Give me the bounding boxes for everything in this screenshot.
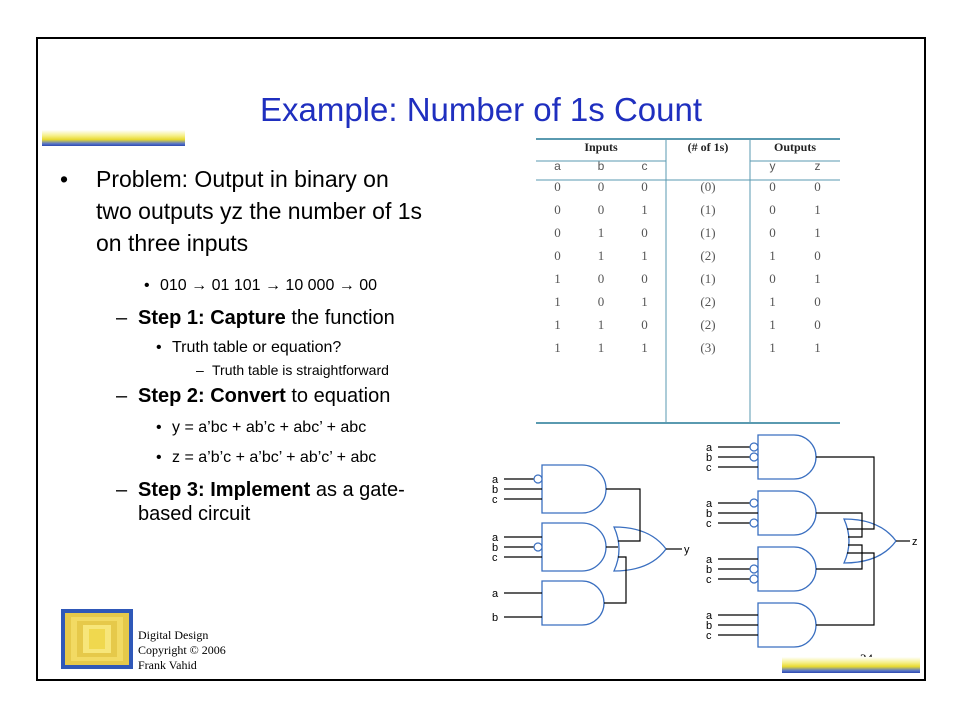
- header-inputs: Inputs: [584, 139, 618, 154]
- truth-table-cell: 1: [814, 270, 821, 286]
- truth-table-cell: 0: [597, 270, 605, 286]
- truth-table-cell: 0: [769, 270, 776, 286]
- y-in-c2: c: [492, 552, 498, 564]
- truth-table-cell: 1: [641, 201, 648, 217]
- eq-z-dot: •: [156, 449, 162, 466]
- truth-table-cell: 1: [641, 247, 648, 263]
- truth-table-cell: 0: [554, 178, 561, 194]
- col-a: a: [554, 159, 561, 173]
- book-logo: [61, 609, 133, 669]
- truth-table-cell: (1): [700, 270, 716, 286]
- step2-text: to equation: [285, 385, 391, 407]
- col-z: z: [814, 159, 821, 173]
- truth-table-cell: (2): [700, 293, 716, 309]
- col-c: c: [641, 159, 648, 173]
- truth-table-cell: (2): [700, 316, 716, 332]
- y-in-b3: b: [492, 612, 499, 624]
- bullet-marker: •: [60, 166, 69, 192]
- and-gate-z4: [758, 603, 816, 647]
- y-in-c1: c: [492, 494, 498, 506]
- truth-table-cell: 1: [554, 339, 561, 355]
- footer-credit: [138, 628, 226, 673]
- z-output-label: z: [912, 536, 918, 548]
- z-in-b1: b: [706, 452, 713, 464]
- examples-line: 010 → 01 101 → 10 000 → 00: [160, 277, 378, 294]
- step3-dash: –: [116, 479, 128, 501]
- header-outputs: Outputs: [773, 139, 817, 154]
- y-in-b2: b: [492, 542, 499, 554]
- z-in-a4: a: [706, 610, 713, 622]
- truth-table-cell: 1: [769, 316, 776, 332]
- truth-table-cell: 0: [554, 224, 561, 240]
- title-accent-bar: [42, 130, 185, 146]
- step1-text: the function: [285, 307, 395, 329]
- truth-table-cell: 1: [597, 247, 605, 263]
- and-gate-z3: [758, 547, 816, 591]
- truth-table-cell: 1: [597, 316, 605, 332]
- and-gate-y2: [542, 523, 606, 571]
- truth-table-cell: 1: [597, 224, 605, 240]
- slide-title: Example: Number of 1s Count: [259, 91, 703, 128]
- truth-table-cell: 0: [554, 247, 561, 263]
- truth-table-rules: [536, 137, 840, 467]
- header-count: (# of 1s): [687, 139, 729, 154]
- footer-accent-bar: [782, 657, 920, 673]
- y-output-label: y: [684, 544, 690, 556]
- truth-table-cell: 1: [814, 224, 821, 240]
- and-gate-z2: [758, 491, 816, 535]
- step1-line: [138, 307, 395, 330]
- truth-table-cell: 1: [769, 247, 776, 263]
- y-in-a2: a: [492, 532, 499, 544]
- step3-line-2: based circuit: [138, 503, 251, 525]
- step3-text-1: as a gate-: [310, 479, 405, 501]
- truth-table-cell: 0: [597, 293, 605, 309]
- z-in-b3: b: [706, 564, 713, 576]
- truth-table-cell: 0: [769, 224, 776, 240]
- step1-label: Step 1: Capture: [138, 307, 286, 329]
- truth-table-cell: 1: [769, 293, 776, 309]
- truth-table-cell: 1: [814, 339, 821, 355]
- truth-table-cell: (3): [700, 339, 716, 355]
- step1-subsub: Truth table is straightforward: [212, 362, 389, 378]
- truth-table-cell: (0): [700, 178, 716, 194]
- truth-table-cell: 1: [554, 293, 561, 309]
- z-in-a1: a: [706, 442, 713, 454]
- z-in-c4: c: [706, 630, 712, 642]
- truth-table-cell: 1: [769, 339, 776, 355]
- step1-subsub-dash: –: [196, 362, 204, 378]
- y-in-a1: a: [492, 474, 499, 486]
- eq-y-dot: •: [156, 419, 162, 436]
- truth-table-cell: 0: [597, 178, 605, 194]
- truth-table-cell: 1: [641, 293, 648, 309]
- example-dot: •: [144, 277, 150, 294]
- step1-sub: Truth table or equation?: [172, 339, 342, 356]
- truth-table-cell: 0: [597, 201, 605, 217]
- footer-line-2: Copyright © 2006: [138, 643, 226, 657]
- col-b: b: [597, 159, 605, 173]
- problem-line-1: Problem: Output in binary on: [96, 166, 389, 192]
- z-in-c2: c: [706, 518, 712, 530]
- z-in-a2: a: [706, 498, 713, 510]
- step3-line-1: [138, 479, 405, 502]
- truth-table-cell: 1: [554, 270, 561, 286]
- truth-table-cell: 1: [554, 316, 561, 332]
- z-in-c1: c: [706, 462, 712, 474]
- truth-table-cell: 1: [814, 201, 821, 217]
- truth-table: [536, 137, 840, 359]
- and-gate-y1: [542, 465, 606, 513]
- truth-table-cell: 0: [641, 224, 648, 240]
- problem-line-3: on three inputs: [96, 230, 249, 256]
- footer-line-1: Digital Design: [138, 628, 209, 642]
- truth-table-cell: 0: [554, 201, 561, 217]
- truth-table-cell: (1): [700, 201, 716, 217]
- step2-label: Step 2: Convert: [138, 385, 286, 407]
- step1-dash: –: [116, 307, 128, 329]
- step3-label: Step 3: Implement: [138, 479, 311, 501]
- step1-sub-dot: •: [156, 339, 162, 356]
- circuit-y: [482, 457, 702, 667]
- z-in-b2: b: [706, 508, 713, 520]
- col-y: y: [769, 159, 776, 173]
- truth-table-cell: 0: [641, 316, 648, 332]
- truth-table-cell: 0: [641, 270, 648, 286]
- and-gate-y3: [542, 581, 604, 625]
- equation-y: y = a’bc + ab’c + abc’ + abc: [172, 419, 367, 436]
- z-in-b4: b: [706, 620, 713, 632]
- truth-table-cell: 1: [597, 339, 605, 355]
- y-in-a3: a: [492, 588, 499, 600]
- slide-frame: [36, 37, 926, 681]
- truth-table-cell: 0: [769, 178, 776, 194]
- equation-z: z = a’b’c + a’bc’ + ab’c’ + abc: [172, 449, 377, 466]
- truth-table-cell: (1): [700, 224, 716, 240]
- truth-table-cell: 0: [814, 293, 821, 309]
- truth-table-cell: 0: [641, 178, 648, 194]
- and-gate-z1: [758, 435, 816, 479]
- truth-table-cell: (2): [700, 247, 716, 263]
- z-in-c3: c: [706, 574, 712, 586]
- truth-table-cell: 0: [769, 201, 776, 217]
- or-gate-z: [844, 519, 896, 563]
- truth-table-cell: 0: [814, 178, 821, 194]
- problem-line-2: two outputs yz the number of 1s: [96, 198, 423, 224]
- circuit-z: [696, 429, 926, 669]
- truth-table-cell: 1: [641, 339, 648, 355]
- y-in-b1: b: [492, 484, 499, 496]
- z-in-a3: a: [706, 554, 713, 566]
- truth-table-cell: 0: [814, 247, 821, 263]
- truth-table-cell: 0: [814, 316, 821, 332]
- step2-dash: –: [116, 385, 128, 407]
- footer-line-3: Frank Vahid: [138, 658, 197, 672]
- step2-line: [138, 385, 390, 408]
